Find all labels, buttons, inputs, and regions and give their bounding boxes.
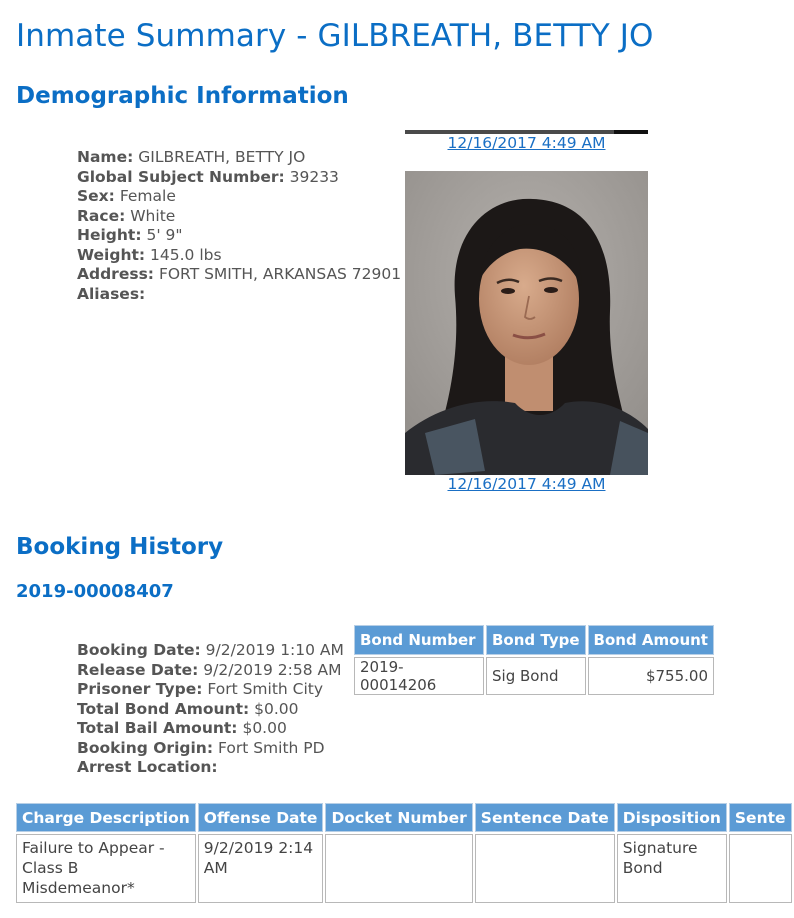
docket-number-cell — [325, 834, 472, 903]
photo-date-link[interactable]: 12/16/2017 4:49 AM — [447, 475, 606, 493]
table-header-row — [354, 625, 714, 655]
column-header-sentence[interactable]: Sente — [729, 803, 792, 832]
sentence-date-cell — [475, 834, 615, 903]
table-row — [16, 834, 792, 903]
offense-date-cell: 9/2/2019 2:14 AM — [198, 834, 324, 903]
column-header-sentence-date[interactable]: Sentence Date — [475, 803, 615, 832]
column-header-bond-number[interactable]: Bond Number — [354, 625, 484, 655]
booking-info — [77, 641, 344, 778]
field-total-bail-amount: Total Bail Amount: $0.00 — [77, 719, 287, 737]
bond-table — [352, 623, 716, 697]
bond-type-cell: Sig Bond — [486, 657, 586, 695]
photo-date-link[interactable]: 12/16/2017 4:49 AM — [447, 134, 606, 152]
demographic-heading: Demographic Information — [16, 83, 349, 109]
field-race: Race: White — [77, 206, 176, 225]
field-booking-origin: Booking Origin: Fort Smith PD — [77, 738, 325, 757]
field-weight: Weight: 145.0 lbs — [77, 245, 222, 264]
field-release-date: Release Date: 9/2/2019 2:58 AM — [77, 660, 342, 679]
column-header-bond-type[interactable]: Bond Type — [486, 625, 586, 655]
field-total-bond-amount: Total Bond Amount: $0.00 — [77, 699, 299, 718]
field-arrest-location: Arrest Location: — [77, 758, 218, 776]
charge-table — [14, 801, 794, 905]
field-address: Address: FORT SMITH, ARKANSAS 72901 — [77, 265, 402, 283]
demographic-info — [77, 148, 401, 304]
field-booking-date: Booking Date: 9/2/2019 1:10 AM — [77, 641, 344, 659]
field-global-subject-number: Global Subject Number: 39233 — [77, 167, 339, 186]
column-header-bond-amount[interactable]: Bond Amount — [588, 625, 714, 655]
field-height: Height: 5' 9" — [77, 226, 183, 244]
booking-history-heading: Booking History — [16, 534, 224, 560]
disposition-cell: Signature Bond — [617, 834, 727, 903]
column-header-charge-description[interactable]: Charge Description — [16, 803, 196, 832]
bond-number-cell: 2019-00014206 — [354, 657, 484, 695]
field-sex: Sex: Female — [77, 187, 176, 205]
mugshot-photo[interactable] — [405, 171, 648, 475]
booking-number: 2019-00008407 — [16, 581, 174, 602]
field-name: Name: GILBREATH, BETTY JO — [77, 148, 306, 166]
bond-amount-cell: $755.00 — [588, 657, 714, 695]
sentence-cell — [729, 834, 792, 903]
charge-description-cell: Failure to Appear - Class B Misdemeanor* — [16, 834, 196, 903]
table-row — [354, 657, 714, 695]
column-header-offense-date[interactable]: Offense Date — [198, 803, 324, 832]
field-prisoner-type: Prisoner Type: Fort Smith City — [77, 680, 324, 698]
field-aliases: Aliases: — [77, 284, 146, 303]
column-header-docket-number[interactable]: Docket Number — [325, 803, 472, 832]
table-header-row — [16, 803, 792, 832]
column-header-disposition[interactable]: Disposition — [617, 803, 727, 832]
page-title: Inmate Summary - GILBREATH, BETTY JO — [16, 18, 654, 54]
